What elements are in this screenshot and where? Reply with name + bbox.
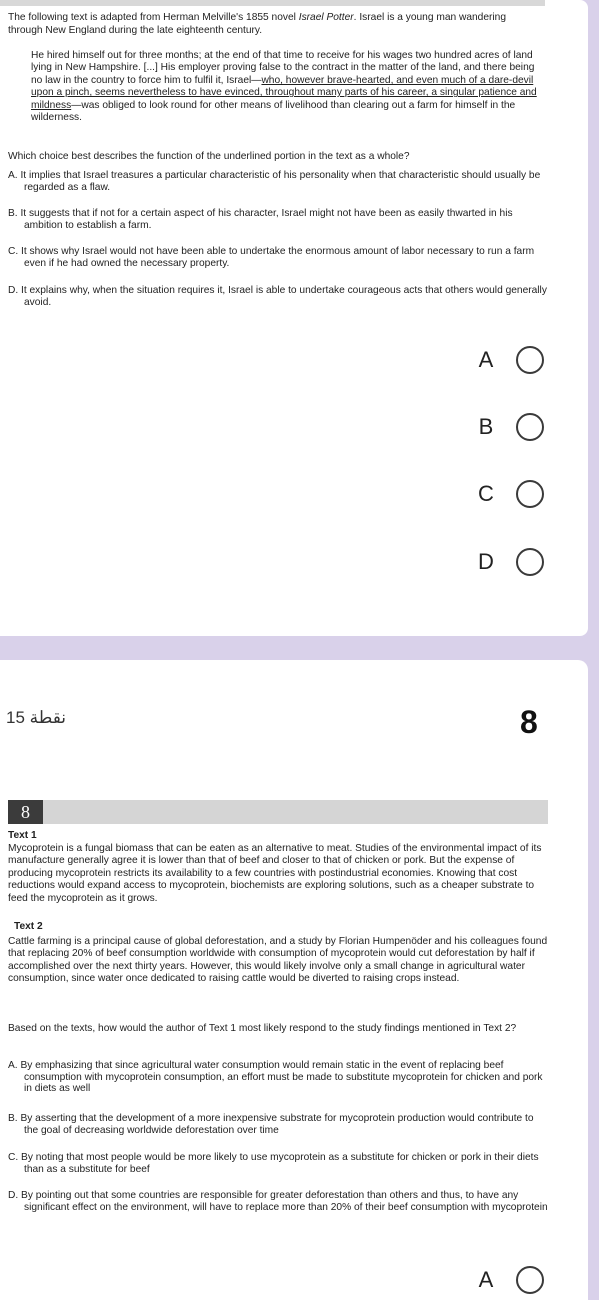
question-number-bar (8, 800, 548, 824)
choice-c-text: C. It shows why Israel would not have been able to undertake the enormous amount of labor necessary to run a farm even if he had owned the necessary property. (8, 246, 535, 269)
choice-c-text: C. By noting that most people would be more likely to use mycoprotein as a substitute for chicken or pork in their diets than as a substitute for beef (8, 1152, 539, 1175)
radio-button-a-2[interactable] (516, 1266, 544, 1294)
points-label: نقطة 15 (6, 708, 67, 727)
answer-option-c[interactable] (470, 476, 580, 512)
text2-heading: Text 2 (14, 921, 43, 932)
choice-d-text: D. It explains why, when the situation requires it, Israel is able to undertake courageous acts that others would generally avoid. (8, 285, 547, 308)
question-stem: Which choice best describes the function of the underlined portion in the text as a whole? (8, 151, 410, 162)
answer-option-d[interactable] (470, 544, 580, 580)
text1-heading: Text 1 (8, 830, 37, 841)
radio-button-a[interactable] (516, 346, 544, 374)
answer-letter: B (478, 414, 494, 439)
top-divider (0, 0, 545, 6)
question-card-1 (0, 0, 588, 636)
radio-button-c[interactable] (516, 480, 544, 508)
answer-letter: D (478, 549, 494, 574)
choice-a-text: A. It implies that Israel treasures a particular characteristic of his personality when that characteristic should usually be regarded as a flaw. (8, 170, 541, 193)
answer-letter: C (478, 481, 494, 506)
text2-body: Cattle farming is a principal cause of global deforestation, and a study by Florian Humpenöder and his colleagues found that replacing 20% of beef consumption worldwide with consumption of mycoprotein would cut deforestation by half if accomplished over the next thirty years. However, this would likely involve only a small change in agricultural water consumption, since water once dedicated to raising cattle would be diverted to raising crops instead. (8, 936, 548, 985)
question-stem-2: Based on the texts, how would the author of Text 1 most likely respond to the study findings mentioned in Text 2? (8, 1023, 517, 1034)
answer-option-a-2[interactable] (470, 1262, 580, 1298)
question-number: 8 (520, 704, 538, 740)
answer-option-a[interactable] (470, 342, 580, 378)
choice-a-text: A. By emphasizing that since agricultural water consumption would remain static in the event of replacing beef consumption with mycoprotein consumption, an effort must be made to substitute mycoprotein for chicken and pork in diets as well (8, 1060, 543, 1094)
answer-option-b[interactable] (470, 409, 580, 445)
answer-letter: A (478, 1267, 494, 1292)
answer-letter: A (478, 347, 494, 372)
passage-text: He hired himself out for three months; at the end of that time to receive for his wages two hundred acres of land lying in New Hampshire. [...] His employer proving false to the contract in the matter of the land, and there being no law in the country to force him to fulfil it, Israel—who, however brave-hearted, and even much of a dare-devil upon a pinch, seems nevertheless to have evinced, throughout many parts of his career, a singular patience and mildness—was obliged to look round for other means of livelihood than clearing out a farm for himself in the wilderness. (31, 50, 537, 124)
question-number-box: 8 (8, 800, 43, 824)
choice-d-text: D. By pointing out that some countries are responsible for greater deforestation than others and thus, to have any significant effect on the environment, will have to replace more than 20% of their beef consumption with mycoprotein (8, 1190, 548, 1213)
choice-b-text: B. By asserting that the development of a more inexpensive substrate for mycoprotein production would contribute to the goal of decreasing worldwide deforestation over time (8, 1113, 534, 1136)
choice-b-text: B. It suggests that if not for a certain aspect of his character, Israel might not have been as easily thwarted in his ambition to establish a farm. (8, 208, 513, 231)
passage-intro: The following text is adapted from Herman Melville's 1855 novel Israel Potter. Israel is a young man wandering through New England during the late eighteenth century. (8, 12, 507, 36)
underlined-portion: who, however brave-hearted, and even much of a dare-devil upon a pinch, seems nevertheless to have evinced, throughout many parts of his career, a singular patience and mildness (31, 74, 537, 111)
text1-body: Mycoprotein is a fungal biomass that can be eaten as an alternative to meat. Studies of the environmental impact of its manufacture generally agree it is lower than that of beef and closer to that of chicken or pork. But the expense of producing mycoprotein restricts its availability to a few countries with postindustrial economies. Knowing that cost reductions would expand access to mycoprotein, biochemists are exploring solutions, such as a cheaper substrate to feed the mycoprotein as it grows. (8, 843, 542, 904)
radio-button-b[interactable] (516, 413, 544, 441)
radio-button-d[interactable] (516, 548, 544, 576)
